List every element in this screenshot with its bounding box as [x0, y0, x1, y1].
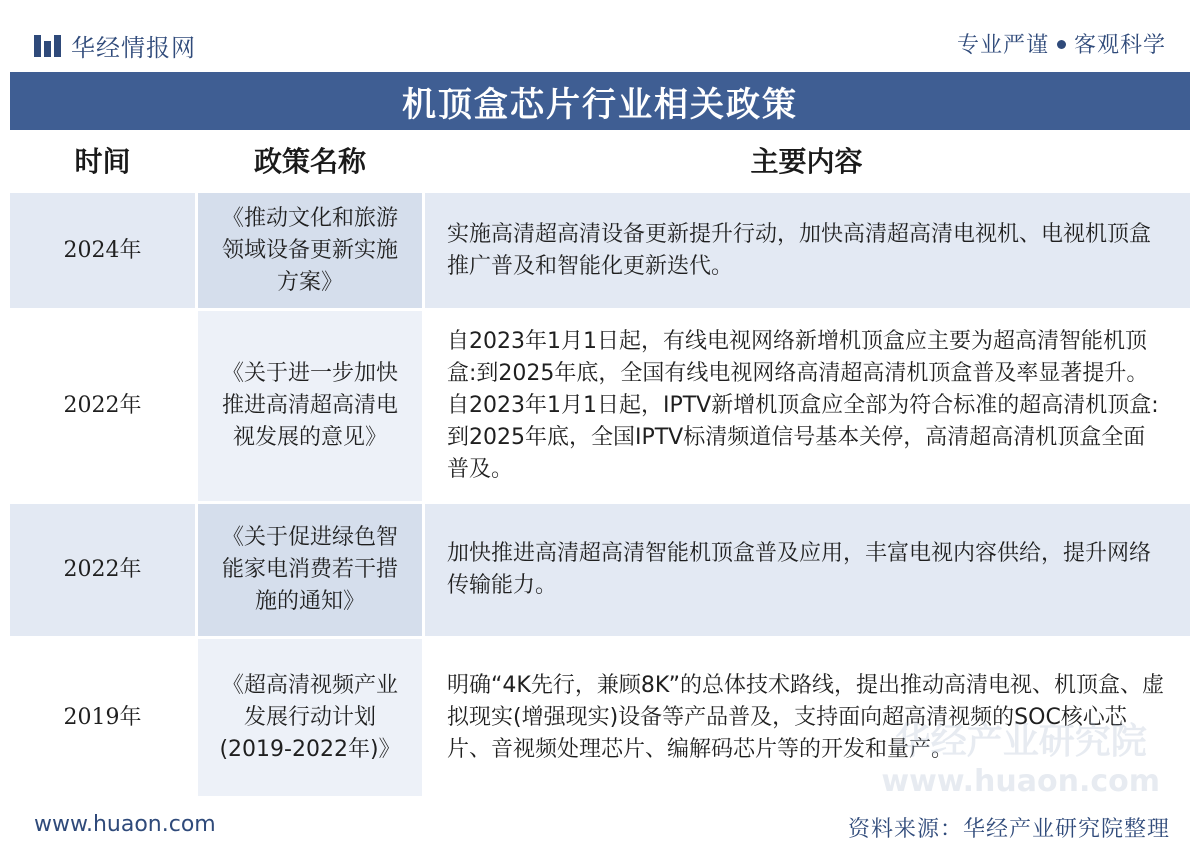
row-time: 2022年 — [10, 308, 195, 501]
header-policy-name: 政策名称 — [253, 145, 366, 178]
table-header-row — [10, 130, 1190, 190]
policy-table — [10, 130, 1190, 796]
table-row — [10, 501, 1190, 636]
row-content: 加快推进高清超高清智能机顶盒普及应用，丰富电视内容供给，提升网络传输能力。 — [425, 501, 1190, 636]
row-content: 实施高清超高清设备更新提升行动，加快高清超高清电视机、电视机顶盒推广普及和智能化更新迭代。 — [425, 190, 1190, 308]
row-policy-name: 《关于促进绿色智能家电消费若干措施的通知》 — [195, 501, 425, 636]
header-content: 主要内容 — [750, 145, 863, 178]
watermark-url: www.huaon.com — [881, 764, 1160, 799]
page-header — [0, 0, 1200, 70]
logo-bars-icon — [34, 35, 61, 57]
brand-slogan — [957, 28, 1166, 59]
dot-separator-icon — [1057, 40, 1066, 49]
source-note: 资料来源：华经产业研究院整理 — [847, 817, 1170, 842]
row-policy-name: 《关于进一步加快推进高清超高清电视发展的意见》 — [195, 308, 425, 501]
logo-text: 华经情报网 — [71, 34, 196, 62]
row-time: 2022年 — [10, 501, 195, 636]
page-title: 机顶盒芯片行业相关政策 — [10, 72, 1190, 130]
page-footer — [0, 800, 1200, 865]
watermark-name: 华经产业研究院 — [894, 721, 1147, 762]
slogan-left: 专业严谨 — [956, 33, 1049, 58]
row-content: 自2023年1月1日起，有线电视网络新增机顶盒应主要为超高清智能机顶盒:到2025年底，全国有线电视网络高清超高清机顶盒普及率显著提升。自2023年1月1日起，IPTV新增机顶盒应全部为符合标准的超高清机顶盒:到2025年底，全国IPTV标清频道信号基本关停，高清超高清机顶盒全面普及。 — [425, 308, 1190, 501]
header-time: 时间 — [74, 145, 131, 178]
table-row — [10, 308, 1190, 501]
watermark — [881, 722, 1160, 802]
table-row — [10, 190, 1190, 308]
row-time: 2019年 — [10, 636, 195, 796]
row-content: 明确“4K先行，兼顾8K”的总体技术路线，提出推动高清电视、机顶盒、虚拟现实(增强现实)设备等产品普及，支持面向超高清视频的SOC核心芯片、音视频处理芯片、编解码芯片等的开发和量产。 — [425, 636, 1190, 796]
row-time: 2024年 — [10, 190, 195, 308]
site-link[interactable]: www.huaon.com — [34, 812, 216, 837]
row-policy-name: 《超高清视频产业发展行动计划(2019-2022年)》 — [195, 636, 425, 796]
brand-logo[interactable] — [34, 28, 196, 63]
slogan-right: 客观科学 — [1073, 33, 1166, 58]
row-policy-name: 《推动文化和旅游领域设备更新实施方案》 — [195, 190, 425, 308]
